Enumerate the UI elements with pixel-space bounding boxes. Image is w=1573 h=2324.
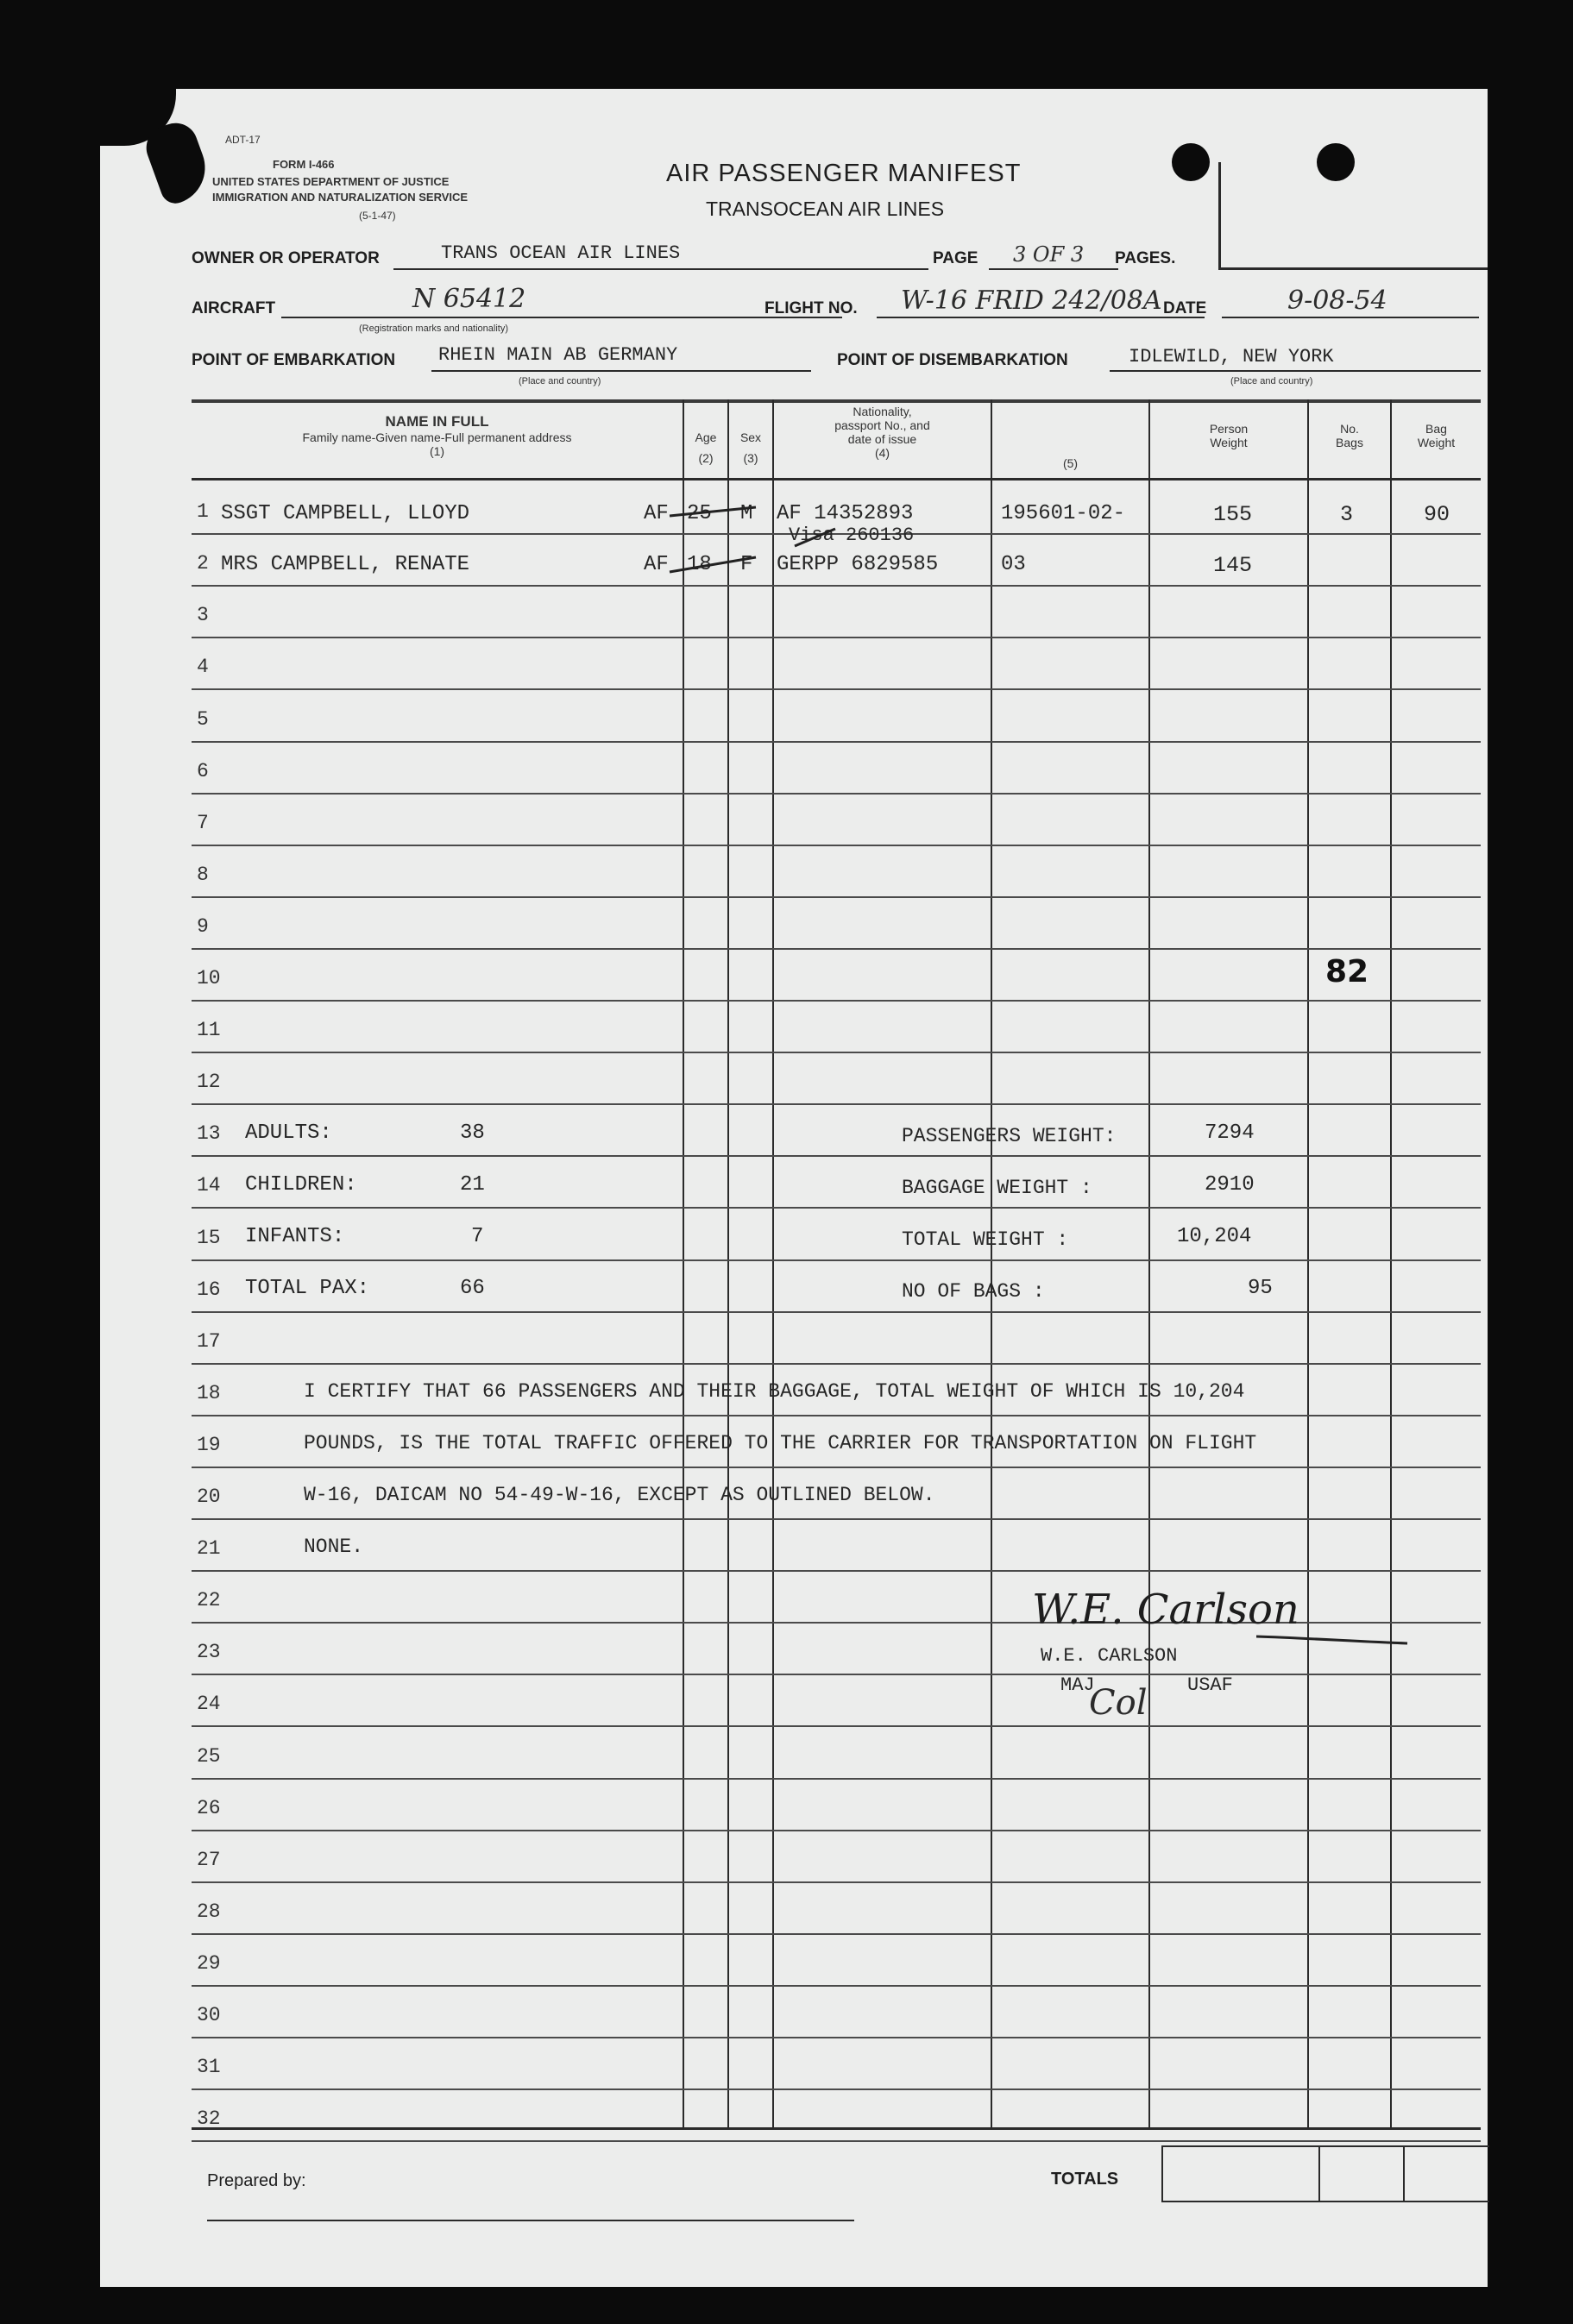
row-line <box>192 688 1481 690</box>
col-divider-weight <box>1148 399 1150 2127</box>
embark-label: POINT OF EMBARKATION <box>192 351 396 369</box>
col-sex-header <box>729 430 772 465</box>
airline-name: TRANSOCEAN AIR LINES <box>706 198 945 220</box>
signer-branch: USAF <box>1187 1674 1233 1696</box>
totals-box-div-1 <box>1161 2145 1163 2202</box>
row-number: 17 <box>197 1330 221 1353</box>
col-name-header <box>192 413 683 458</box>
col-sex-number: (3) <box>743 451 758 466</box>
row-number: 29 <box>197 1952 221 1975</box>
col-weight-header <box>1150 422 1307 449</box>
row-number: 10 <box>197 967 221 989</box>
aircraft-note: (Registration marks and nationality) <box>359 323 509 334</box>
page-value: 3 OF 3 <box>1013 242 1085 267</box>
cert-line-2: POUNDS, IS THE TOTAL TRAFFIC OFFERED TO THE CARRIER FOR TRANSPORTATION ON FLIGHT <box>304 1432 1257 1454</box>
date-underline <box>1222 317 1479 318</box>
passenger-1-bag-weight: 90 <box>1424 502 1450 527</box>
passenger-2-weight: 145 <box>1213 553 1253 578</box>
adults-label: ADULTS: <box>245 1121 332 1145</box>
signature-script: W.E. Carlson <box>1032 1586 1299 1634</box>
row-line <box>192 2140 1481 2142</box>
row-line <box>192 1933 1481 1935</box>
row-number: 13 <box>197 1122 221 1145</box>
row-line <box>192 637 1481 638</box>
col-divider-sex <box>727 399 729 2127</box>
row-line <box>192 1259 1481 1261</box>
col-divider-col5 <box>991 399 992 2127</box>
aircraft-label: AIRCRAFT <box>192 299 276 317</box>
page-label: PAGE <box>933 249 978 267</box>
total-pax-value: 66 <box>460 1277 485 1300</box>
row-line <box>192 1415 1481 1416</box>
totals-box-top <box>1161 2145 1489 2147</box>
row-number: 28 <box>197 1900 221 1923</box>
row-number: 31 <box>197 2056 221 2078</box>
row-number: 22 <box>197 1589 221 1611</box>
table-top-border <box>192 399 1481 403</box>
total-weight-value: 10,204 <box>1177 1225 1252 1248</box>
embark-value: RHEIN MAIN AB GERMANY <box>438 344 678 366</box>
table-bottom-border <box>192 2127 1481 2130</box>
row-line <box>192 585 1481 587</box>
row-number: 30 <box>197 2004 221 2026</box>
row-number: 4 <box>197 656 209 678</box>
owner-value: TRANS OCEAN AIR LINES <box>441 242 681 264</box>
row-line <box>192 1570 1481 1572</box>
passenger-1-code: AF <box>644 502 669 525</box>
cert-line-3: W-16, DAICAM NO 54-49-W-16, EXCEPT AS OUTLINED BELOW. <box>304 1484 935 1506</box>
row-line <box>192 2037 1481 2038</box>
signer-rank: MAJ <box>1060 1674 1095 1696</box>
children-value: 21 <box>460 1173 485 1197</box>
agency-line-2: IMMIGRATION AND NATURALIZATION SERVICE <box>212 191 469 204</box>
passenger-2-age: 18 <box>687 553 712 576</box>
row-number: 21 <box>197 1537 221 1560</box>
col-bags-line2: Bags <box>1336 436 1363 450</box>
children-label: CHILDREN: <box>245 1173 357 1197</box>
passenger-2-name: MRS CAMPBELL, RENATE <box>221 553 470 576</box>
col-bagweight-header <box>1392 422 1481 449</box>
passenger-1-passport: AF 14352893 <box>777 502 914 525</box>
aircraft-value: N 65412 <box>412 284 526 314</box>
form-stamp: ADT-17 <box>225 134 261 146</box>
row-number: 9 <box>197 915 209 938</box>
infants-value: 7 <box>471 1225 484 1248</box>
manifest-title: AIR PASSENGER MANIFEST <box>666 160 1022 187</box>
row-number: 27 <box>197 1849 221 1871</box>
disembark-value: IDLEWILD, NEW YORK <box>1129 346 1334 367</box>
adults-value: 38 <box>460 1121 485 1145</box>
col-divider-bags <box>1307 399 1309 2127</box>
row-line <box>192 1363 1481 1365</box>
col-name-subtitle: Family name-Given name-Full permanent address <box>302 430 572 444</box>
baggage-weight-label: BAGGAGE WEIGHT : <box>902 1177 1092 1199</box>
totals-label: TOTALS <box>1051 2170 1119 2189</box>
row-number: 25 <box>197 1745 221 1768</box>
row-line <box>192 1207 1481 1209</box>
totals-box-bottom <box>1161 2201 1489 2202</box>
row-number: 11 <box>197 1019 221 1041</box>
col-bagw-line2: Weight <box>1417 436 1456 450</box>
passenger-1-sex: M <box>740 502 753 525</box>
row-number: 1 <box>197 500 209 523</box>
row-number: 12 <box>197 1071 221 1093</box>
row-number: 19 <box>197 1434 221 1456</box>
row-number: 5 <box>197 708 209 731</box>
col-bags-header <box>1309 422 1390 449</box>
row-number: 16 <box>197 1278 221 1301</box>
row-line <box>192 1311 1481 1313</box>
page-underline <box>989 268 1118 270</box>
row-number: 18 <box>197 1382 221 1404</box>
row-line <box>192 845 1481 846</box>
owner-label: OWNER OR OPERATOR <box>192 249 380 267</box>
col-nationality-header <box>774 405 991 460</box>
owner-underline <box>393 268 928 270</box>
cert-line-4: NONE. <box>304 1536 364 1558</box>
signer-name: W.E. CARLSON <box>1041 1645 1178 1667</box>
row-line <box>192 948 1481 950</box>
col-weight-line2: Weight <box>1210 436 1248 450</box>
punch-hole-left <box>1172 143 1210 181</box>
pages-label: PAGES. <box>1115 249 1176 267</box>
row-line <box>192 1155 1481 1157</box>
passengers-weight-label: PASSENGERS WEIGHT: <box>902 1125 1117 1147</box>
row-line <box>192 1725 1481 1727</box>
row-number: 8 <box>197 864 209 886</box>
row-line <box>192 741 1481 743</box>
prepared-by-label: Prepared by: <box>207 2171 306 2190</box>
total-weight-label: TOTAL WEIGHT : <box>902 1228 1069 1251</box>
flight-label: FLIGHT NO. <box>764 299 858 317</box>
row-line <box>192 1052 1481 1053</box>
col-age-title: Age <box>695 430 717 444</box>
disembark-label: POINT OF DISEMBARKATION <box>837 351 1068 369</box>
row-number: 14 <box>197 1174 221 1197</box>
disembark-note: (Place and country) <box>1230 376 1313 386</box>
col-5-number: (5) <box>1062 456 1079 470</box>
date-label: DATE <box>1163 299 1207 317</box>
margin-note: 82 <box>1325 954 1369 989</box>
passenger-2-col5: 03 <box>1001 553 1026 576</box>
row-line <box>192 896 1481 898</box>
row-line <box>192 1000 1481 1002</box>
totals-box-div-3 <box>1403 2145 1405 2202</box>
totals-box-div-2 <box>1318 2145 1320 2202</box>
col-nat-line2: passport No., and <box>834 418 930 433</box>
total-pax-label: TOTAL PAX: <box>245 1277 370 1300</box>
passenger-2-passport: GERPP 6829585 <box>777 553 939 576</box>
passenger-2-sex: F <box>740 553 753 576</box>
punch-hole-right <box>1317 143 1355 181</box>
col-nat-line1: Nationality, <box>853 405 912 418</box>
col-sex-title: Sex <box>739 430 762 444</box>
baggage-weight-value: 2910 <box>1205 1173 1255 1197</box>
row-number: 3 <box>197 604 209 626</box>
passenger-1-col5: 195601-02- <box>1001 502 1126 525</box>
row-number: 15 <box>197 1227 221 1249</box>
row-number: 23 <box>197 1641 221 1663</box>
col-age-number: (2) <box>698 451 714 466</box>
passenger-2-code: AF <box>644 553 669 576</box>
col-nat-number: (4) <box>874 446 890 461</box>
agency-line-1: UNITED STATES DEPARTMENT OF JUSTICE <box>212 175 450 188</box>
bracket-horizontal <box>1218 267 1488 270</box>
col-name-title: NAME IN FULL <box>385 413 489 430</box>
passenger-1-visa: Visa 260136 <box>789 524 915 546</box>
row-number: 24 <box>197 1693 221 1715</box>
row-number: 2 <box>197 552 209 575</box>
col-age-header <box>684 430 727 465</box>
row-number: 7 <box>197 812 209 834</box>
flight-value: W-16 FRID 242/08A <box>901 286 1162 316</box>
col-weight-line1: Person <box>1209 422 1249 436</box>
col-divider-bagweight <box>1390 399 1392 2127</box>
no-of-bags-value: 95 <box>1248 1277 1273 1300</box>
aircraft-underline <box>281 317 842 318</box>
row-line <box>192 1778 1481 1780</box>
header-bottom-border <box>192 478 1481 481</box>
row-line <box>192 1674 1481 1675</box>
passenger-1-name: SSGT CAMPBELL, LLOYD <box>221 502 470 525</box>
col-5-header <box>992 456 1148 470</box>
col-name-number: (1) <box>429 443 445 458</box>
prepared-by-line <box>207 2220 854 2221</box>
embark-underline <box>431 370 811 372</box>
signer-initials: Col <box>1089 1683 1148 1723</box>
bracket-vertical <box>1218 162 1221 270</box>
row-line <box>192 793 1481 795</box>
col-divider-age <box>683 399 684 2127</box>
signature-flourish <box>1256 1626 1412 1652</box>
manifest-sheet <box>100 89 1488 2287</box>
passengers-weight-value: 7294 <box>1205 1121 1255 1145</box>
row-line <box>192 2088 1481 2090</box>
row-line <box>192 1985 1481 1987</box>
row-line <box>192 1518 1481 1520</box>
row-number: 20 <box>197 1485 221 1508</box>
row-number: 6 <box>197 760 209 782</box>
strike-marks <box>618 490 963 585</box>
form-number: FORM I-466 <box>273 158 335 171</box>
passenger-1-weight: 155 <box>1213 502 1253 527</box>
disembark-underline <box>1110 370 1481 372</box>
row-number: 26 <box>197 1797 221 1819</box>
col-divider-nationality <box>772 399 774 2127</box>
flight-underline <box>877 317 1205 318</box>
form-edition: (5-1-47) <box>359 210 396 222</box>
col-nat-line3: date of issue <box>847 432 917 447</box>
row-line <box>192 1830 1481 1831</box>
embark-note: (Place and country) <box>519 376 601 386</box>
row-line <box>192 1103 1481 1105</box>
cert-line-1: I CERTIFY THAT 66 PASSENGERS AND THEIR BAGGAGE, TOTAL WEIGHT OF WHICH IS 10,204 <box>304 1380 1245 1403</box>
passenger-1-age: 25 <box>687 502 712 525</box>
col-bagw-line1: Bag <box>1425 422 1447 436</box>
col-bags-line1: No. <box>1340 422 1359 436</box>
row-line <box>192 1881 1481 1883</box>
date-value: 9-08-54 <box>1287 286 1387 316</box>
passenger-1-bags: 3 <box>1340 502 1354 527</box>
infants-label: INFANTS: <box>245 1225 345 1248</box>
row-number: 32 <box>197 2107 221 2130</box>
no-of-bags-label: NO OF BAGS : <box>902 1280 1045 1303</box>
row-line <box>192 1467 1481 1468</box>
